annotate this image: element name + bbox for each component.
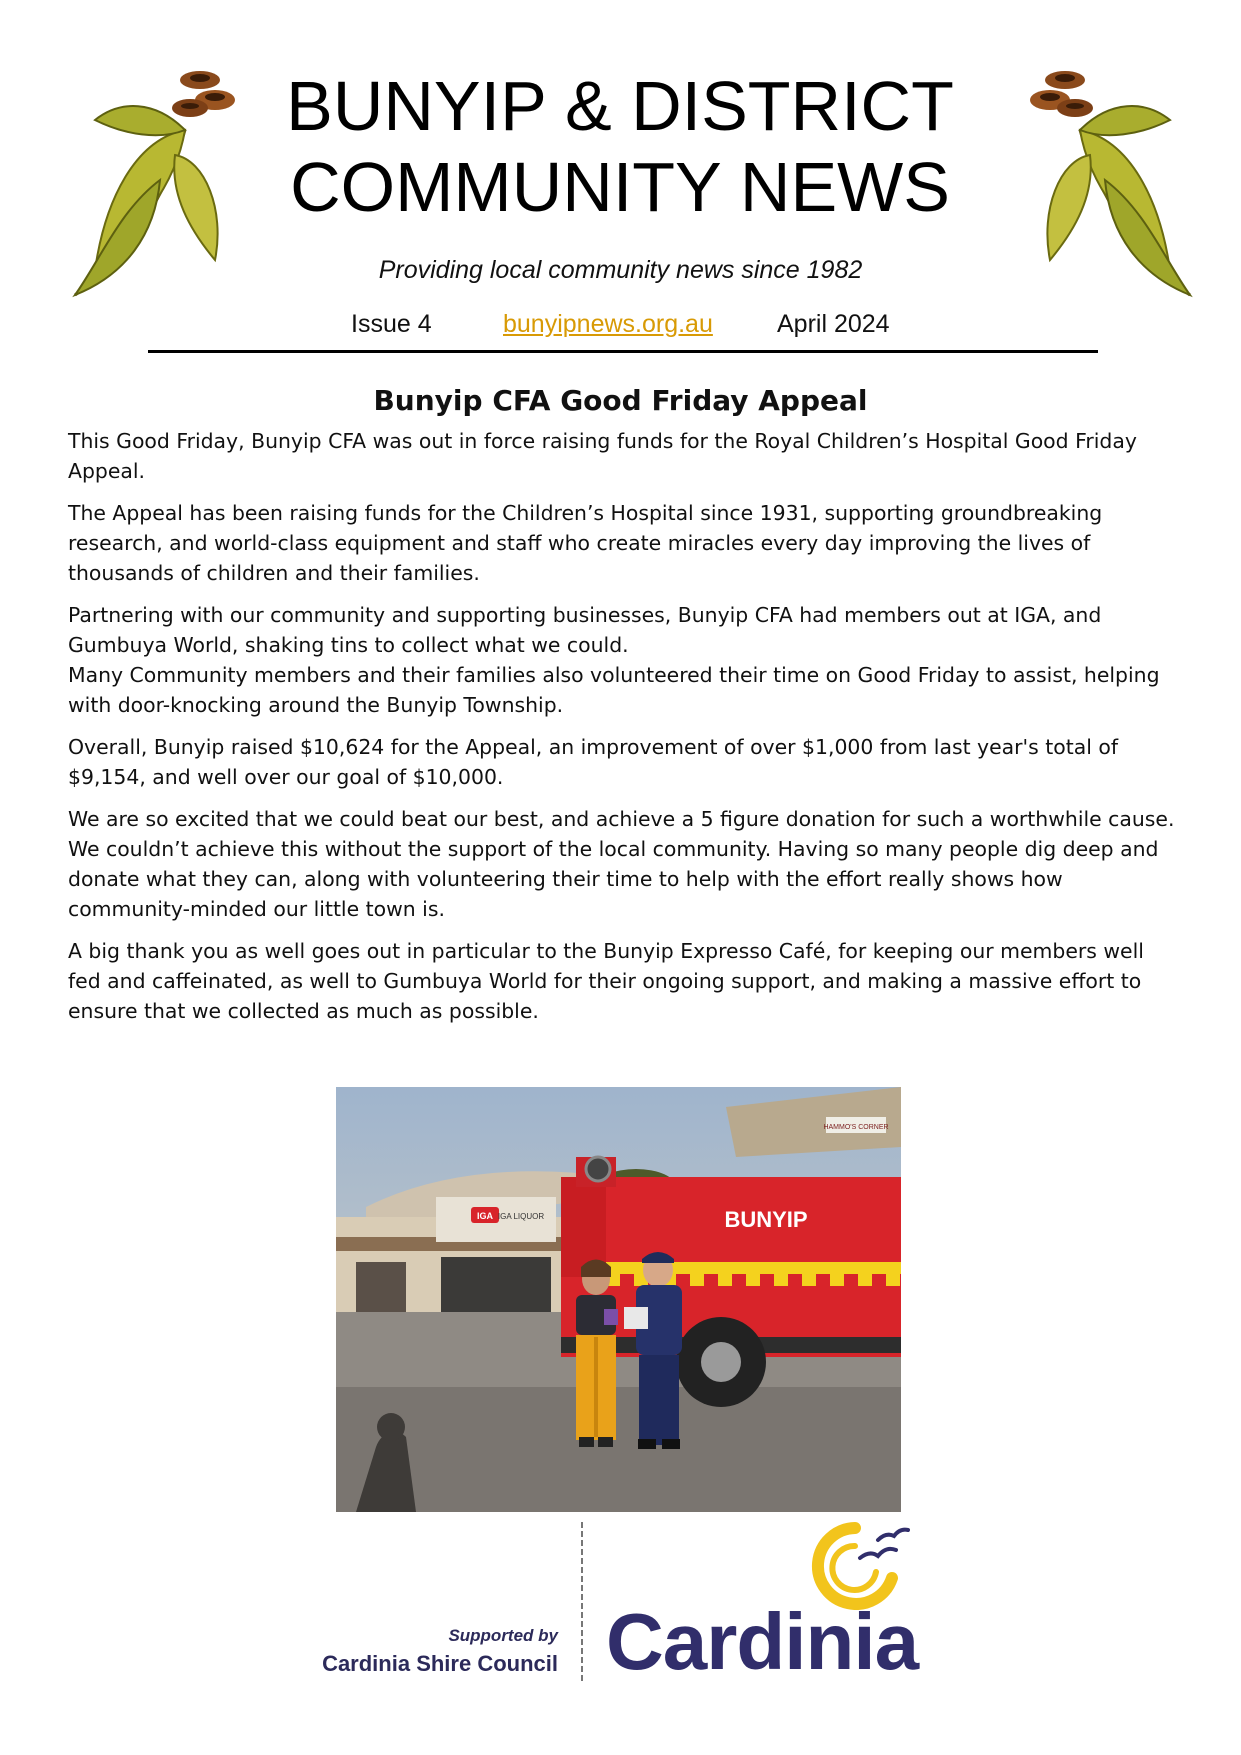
article-paragraph: We are so excited that we could beat our best, and achieve a 5 figure donation for such a worthwhile cause. We couldn’t achieve this without the support of the local community. Having so many people dig deep and donate what they can, along with volunteering their time to help with the effort really shows how community-minded our little town is. xyxy=(68,807,1175,921)
corner-sign: HAMMO'S CORNER xyxy=(823,1124,889,1131)
website-link[interactable]: bunyipnews.org.au xyxy=(503,310,713,338)
truck-bunyip-label: BUNYIP xyxy=(724,1207,808,1232)
article-paragraph: This Good Friday, Bunyip CFA was out in force raising funds for the Royal Children’s Hospital Good Friday Appeal. xyxy=(68,429,1137,483)
article-title: Bunyip CFA Good Friday Appeal xyxy=(373,384,868,417)
masthead-divider xyxy=(148,350,1098,353)
supported-by-label: Supported by xyxy=(448,1626,558,1645)
sponsor-divider xyxy=(581,1522,583,1684)
svg-text:IGA: IGA xyxy=(476,1211,494,1221)
article-paragraph: Overall, Bunyip raised $10,624 for the Appeal, an improvement of over $1,000 from last year's total of $9,154, and well over our goal of $10,000. xyxy=(68,735,1119,789)
masthead-title-line-2: COMMUNITY NEWS xyxy=(290,148,950,226)
issue-number: Issue 4 xyxy=(351,310,432,338)
article-body xyxy=(68,426,1180,1038)
issue-date: April 2024 xyxy=(777,310,890,338)
article-paragraph: Partnering with our community and supporting businesses, Bunyip CFA had members out at IGA, and Gumbuya World, shaking tins to collect what we could. xyxy=(68,603,1102,657)
article-paragraph: Many Community members and their families also volunteered their time on Good Friday to assist, helping with door-knocking around the Bunyip Township. xyxy=(68,663,1160,717)
cfa-truck-photo xyxy=(336,1087,901,1512)
masthead-title-line-1: BUNYIP & DISTRICT xyxy=(286,67,954,145)
masthead-tagline: Providing local community news since 1982 xyxy=(378,256,863,284)
article-paragraph: A big thank you as well goes out in particular to the Bunyip Expresso Café, for keeping our members well fed and caffeinated, as well to Gumbuya World for their ongoing support, and making a massive effort to ensure that we collected as much as possible. xyxy=(68,939,1144,1023)
council-name: Cardinia Shire Council xyxy=(322,1651,558,1676)
masthead-title xyxy=(220,66,1020,228)
cardinia-logo-word: Cardinia xyxy=(606,1597,919,1686)
store-sign: IGA LIQUOR xyxy=(497,1212,545,1221)
article-paragraph: The Appeal has been raising funds for the Children’s Hospital since 1931, supporting groundbreaking research, and world-class equipment and staff who create miracles every day improving the lives of thousands of children and their families. xyxy=(68,501,1103,585)
sponsor-block xyxy=(300,1520,920,1690)
